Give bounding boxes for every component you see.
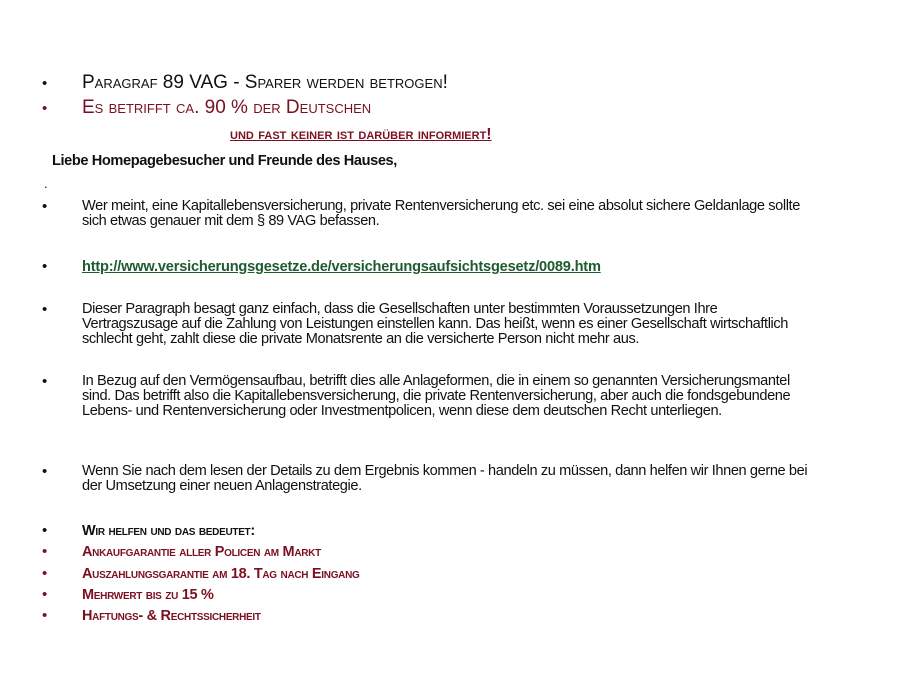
offer-intro: Wir helfen und das bedeutet:: [82, 523, 255, 539]
heading-subtitle: Es betrifft ca. 90 % der Deutschen: [82, 97, 372, 118]
bullet-icon: •: [42, 75, 48, 92]
bullet-icon: •: [42, 586, 48, 603]
bullet-icon: •: [42, 100, 48, 117]
paragraph-text: Dieser Paragraph besagt ganz einfach, dass die Gesellschaften unter bestimmten Voraussetzungen Ihre Vertragszusage auf die Zahlung von Leistungen einstellen kann. Das heißt, wenn es einer Gesellschaft wirtschaftlich schlecht geht, zahlt diese die private Monatsrente an die versicherte Person nicht mehr aus.: [82, 301, 789, 347]
paragraph-text: Wer meint, eine Kapitallebensversicherung, private Rentenversicherung etc. sei eine absolut sichere Geldanlage sollte sich etwas genauer mit dem § 89 VAG befassen.: [82, 198, 800, 229]
offer-item-text: Haftungs- & Rechtssicherheit: [82, 608, 261, 624]
offer-item-text: Ankaufgarantie aller Policen am Markt: [82, 544, 321, 560]
bullet-icon: •: [42, 373, 48, 390]
vag-law-link[interactable]: http://www.versicherungsgesetze.de/versicherungsaufsichtsgesetz/0089.htm: [82, 259, 601, 275]
offer-item-text: Auszahlungsgarantie am 18. Tag nach Eingang: [82, 566, 360, 582]
offer-item-text: Mehrwert bis zu 15 %: [82, 587, 214, 603]
greeting: Liebe Homepagebesucher und Freunde des Hauses,: [52, 153, 397, 169]
bullet-icon: •: [42, 522, 48, 539]
bullet-icon: •: [42, 607, 48, 624]
heading-title: Paragraf 89 VAG - Sparer werden betrogen!: [82, 72, 448, 93]
paragraph-text: In Bezug auf den Vermögensaufbau, betrifft dies alle Anlageformen, die in einem so genannten Versicherungsmantel sind. Das betrifft also die Kapitallebensversicherung, die private Rentenversicherung, aber auch die fondsgebundene Lebens- und Rentenversicherung oder Investmentpolicen, wenn diese dem deutschen Recht unterliegen.: [82, 373, 791, 419]
bullet-icon: •: [42, 301, 48, 318]
stray-dot: .: [44, 176, 48, 191]
bullet-icon: •: [42, 258, 48, 275]
bullet-icon: •: [42, 565, 48, 582]
bullet-icon: •: [42, 543, 48, 560]
bullet-icon: •: [42, 463, 48, 480]
bullet-icon: •: [42, 198, 48, 215]
paragraph-text: Wenn Sie nach dem lesen der Details zu dem Ergebnis kommen - handeln zu müssen, dann helfen wir Ihnen gerne bei der Umsetzung einer neuen Anlagenstrategie.: [82, 463, 808, 494]
heading-underlined: und fast keiner ist darüber informiert!: [230, 126, 492, 143]
